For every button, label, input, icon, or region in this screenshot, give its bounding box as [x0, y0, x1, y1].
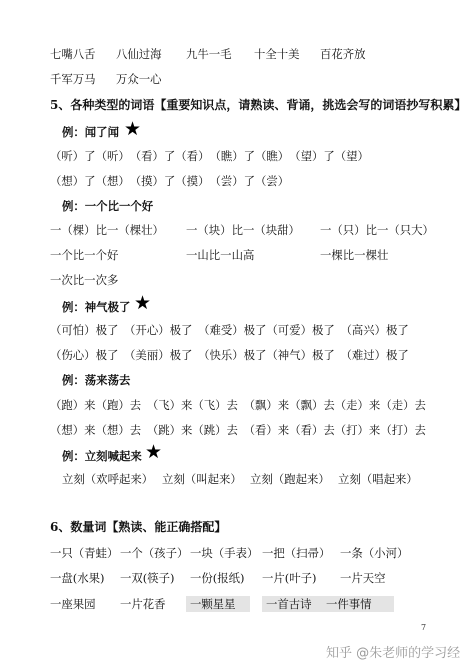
section-6-heading: 6、数量词【熟读、能正确搭配】	[50, 520, 227, 534]
phrase: 立刻（欢呼起来）	[62, 472, 154, 486]
measure-phrase: 一盘(水果)	[50, 571, 105, 585]
example-3-label: 例：神气极了	[62, 300, 131, 314]
idiom: 万众一心	[116, 72, 162, 86]
phrase: 一（只）比一（只大）	[320, 223, 434, 237]
example-4-row-2: （想）来（想）去 （跳）来（跳）去 （看）来（看）去（打）来（打）去	[50, 423, 426, 437]
page-number: 7	[421, 623, 427, 632]
measure-phrase: 一份(报纸)	[190, 571, 245, 585]
measure-phrase: 一个（孩子）	[120, 546, 189, 560]
example-2-row-3: 一次比一次多	[50, 273, 119, 287]
section-5-heading: 5、各种类型的词语【重要知识点，请熟读、背诵，挑选会写的词语抄写积累】	[50, 98, 467, 112]
watermark: 知乎 @朱老师的学习经	[326, 646, 461, 661]
phrase: 一（块）比一（块甜）	[186, 223, 300, 237]
star-icon: ★	[134, 292, 152, 314]
idiom: 百花齐放	[320, 47, 366, 61]
example-4-label: 例：荡来荡去	[62, 373, 131, 387]
example-4-row-1: （跑）来（跑）去 （飞）来（飞）去 （飘）来（飘）去（走）来（走）去	[50, 398, 426, 412]
phrase: 一（棵）比一（棵壮）	[50, 223, 164, 237]
measure-phrase: 一片天空	[340, 571, 386, 585]
idiom: 九牛一毛	[186, 47, 232, 61]
idiom: 千军万马	[50, 72, 96, 86]
measure-phrase-highlighted: 一颗星星	[186, 596, 250, 612]
measure-phrase: 一片花香	[120, 597, 166, 611]
measure-phrase-highlighted: 一首古诗	[262, 596, 322, 612]
phrase: 一山比一山高	[186, 248, 255, 262]
example-2-label: 例：一个比一个好	[62, 199, 154, 213]
measure-phrase-highlighted: 一件事情	[322, 596, 394, 612]
star-icon: ★	[124, 118, 142, 140]
example-1-label: 例：闻了闻	[62, 125, 119, 139]
star-icon: ★	[145, 441, 163, 463]
example-1-row-1: （听）了（听） （看）了（看） （瞧）了（瞧） （望）了（望）	[50, 149, 369, 163]
measure-phrase: 一片(叶子)	[262, 571, 317, 585]
phrase: 立刻（叫起来）	[162, 472, 242, 486]
measure-phrase: 一条（小河）	[340, 546, 409, 560]
idiom: 八仙过海	[116, 47, 162, 61]
example-3-row-2: （伤心）极了 （美丽）极了 （快乐）极了（神气）极了 （难过）极了	[50, 348, 409, 362]
example-3-row-1: （可怕）极了 （开心）极了 （难受）极了（可爱）极了 （高兴）极了	[50, 323, 409, 337]
phrase: 一棵比一棵壮	[320, 248, 389, 262]
example-5-label: 例：立刻喊起来	[62, 449, 142, 463]
phrase: 一个比一个好	[50, 248, 119, 262]
measure-phrase: 一只（青蛙）	[50, 546, 119, 560]
idiom: 七嘴八舌	[50, 47, 96, 61]
measure-phrase: 一座果园	[50, 597, 96, 611]
measure-phrase: 一把（扫帚）	[262, 546, 331, 560]
example-1-row-2: （想）了（想） （摸）了（摸） （尝）了（尝）	[50, 174, 290, 188]
phrase: 立刻（唱起来）	[338, 472, 418, 486]
idiom: 十全十美	[254, 47, 300, 61]
measure-phrase: 一双(筷子)	[120, 571, 175, 585]
measure-phrase: 一块（手表）	[190, 546, 259, 560]
phrase: 立刻（跑起来）	[250, 472, 330, 486]
